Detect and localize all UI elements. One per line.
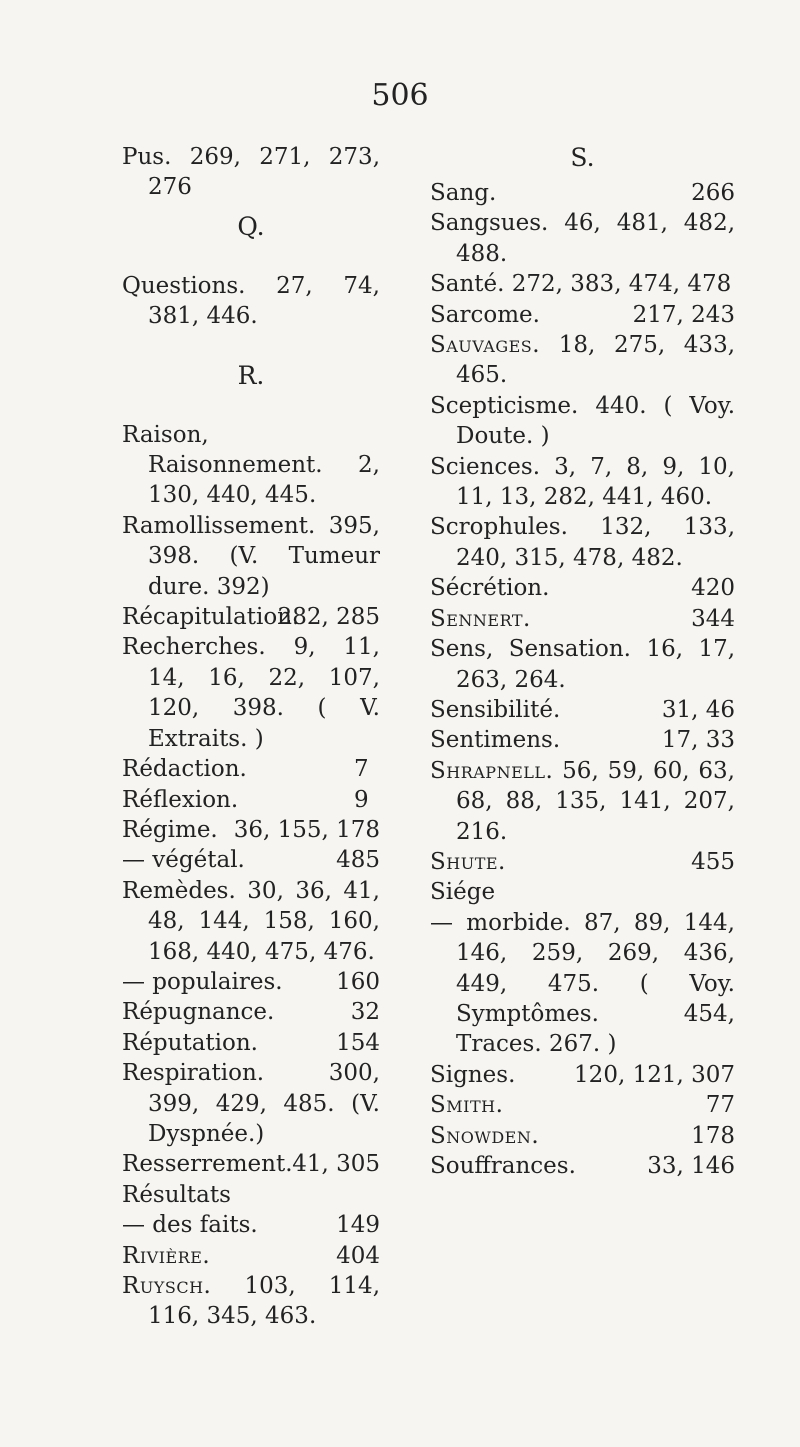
entry-resultats-faits: — des faits. 149 [122,1212,380,1239]
entry-remedes-populaires: — populaires. 160 [122,968,380,995]
index-column-left [122,142,380,1332]
entry-redaction: Rédaction. 7 [122,756,369,783]
entry-questions: Questions. 27, 74, 381, 446. [122,272,380,330]
entry-regime: Régime. 36, 155, 178 [122,816,380,843]
entry-smith: Smith. 77 [430,1092,735,1119]
entry-secretion: Sécrétion. 420 [430,575,735,602]
letter-heading-q: Q. [237,211,265,241]
entry-resserrement: Resserrement. 41, 305 [122,1151,380,1178]
entry-ramollissement: Ramollissement. 395, 398. (V. Tumeur dure. 392) [122,512,380,600]
entry-resultats: Résultats [122,1181,231,1208]
entry-souffrances: Souffrances. 33, 146 [430,1153,735,1179]
entry-sang: Sang. 266 [430,180,735,206]
entry-repugnance: Répugnance. 32 [122,999,380,1026]
entry-siege: Siége [430,879,496,906]
entry-regime-vegetal: — végétal. 485 [122,847,380,874]
entry-shrapnell: Shrapnell. 56, 59, 60, 63, 68, 88, 135, 141, 207, 216. [430,757,735,845]
entry-ruysch: Ruysch. 103, 114, 116, 345, 463. [122,1273,381,1330]
entry-remedes: Remèdes. 30, 36, 41, 48, 144, 158, 160, 168, 440, 475, 476. [122,877,380,965]
entry-snowden: Snowden. 178 [430,1122,735,1149]
letter-heading-s: S. [570,143,595,172]
entry-sens: Sens, Sensation. 16, 17, 263, 264. [430,636,736,693]
entry-reputation: Réputation. 154 [122,1029,380,1056]
entry-sarcome: Sarcome. 217, 243 [430,301,735,328]
entry-recapitulation: Récapitulation. 282, 285 [122,604,380,631]
entry-sciences: Sciences. 3, 7, 8, 9, 10, 11, 13, 282, 441, 460. [430,453,735,511]
entry-riviere: Rivière. 404 [122,1242,380,1269]
entry-shute: Shute. 455 [430,848,735,875]
entry-respiration: Respiration. 300, 399, 429, 485. (V. Dyspnée.) [122,1060,380,1147]
entry-sennert: Sennert. 344 [430,605,735,632]
entry-reflexion: Réflexion. 9 [122,786,369,813]
index-column-right [430,142,735,1181]
entry-sante: Santé. 272, 383, 474, 478 [430,271,732,298]
entry-scepticisme: Scepticisme. 440. ( Voy. Doute. ) [430,392,736,450]
entry-siege-morbide: — morbide. 87, 89, 144, 146, 259, 269, 436, 449, 475. ( Voy. Symptômes. 454, Traces. 267. ) [430,909,735,1058]
entry-sentimens: Sentimens. 17, 33 [430,727,735,754]
entry-sauvages: Sauvages. 18, 275, 433, 465. [430,332,736,389]
page-number: 506 [371,78,429,113]
entry-sensibilite: Sensibilité. 31, 46 [430,696,735,723]
entry-raison: Raison, Raisonnement. 2, 130, 440, 445. [122,421,380,509]
entry-recherches: Recherches. 9, 11, 14, 16, 22, 107, 120, 398. ( V. Extraits. ) [122,634,380,752]
letter-heading-r: R. [237,360,265,390]
entry-signes: Signes. 120, 121, 307 [430,1061,735,1088]
entry-pus: Pus. 269, 271, 273, 276 [122,144,380,201]
entry-scrophules: Scrophules. 132, 133, 240, 315, 478, 482. [430,514,735,571]
entry-sangsues: Sangsues. 46, 481, 482, 488. [430,210,736,267]
